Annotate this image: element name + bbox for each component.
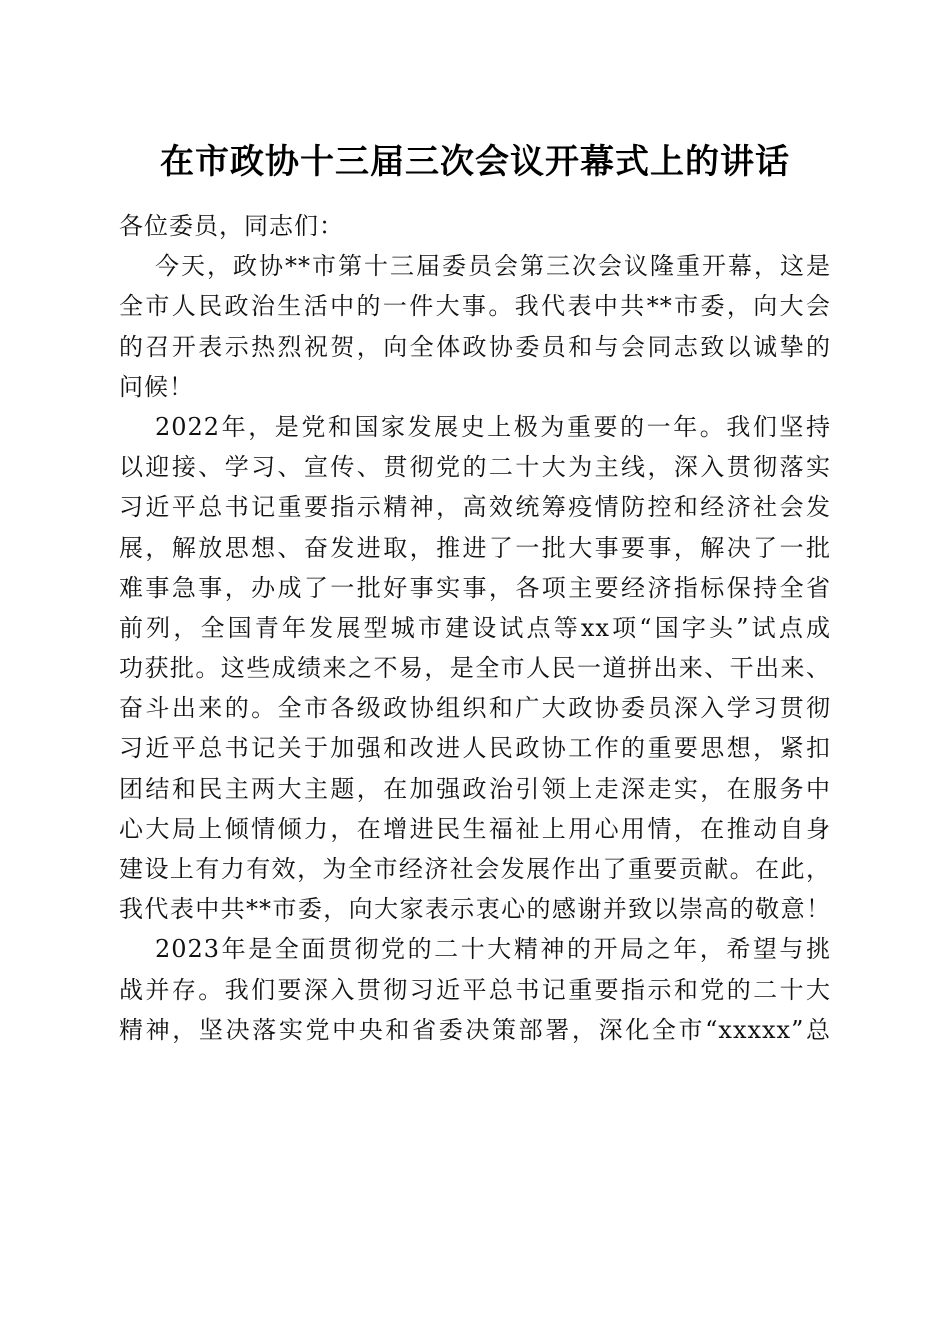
body-line: 各位委员，同志们：: [119, 212, 344, 240]
body-line: 的召开表示热烈祝贺，向全体政协委员和与会同志致以诚挚的: [119, 332, 831, 361]
body-line: 习近平总书记重要指示精神，高效统筹疫情防控和经济社会发: [119, 493, 831, 522]
body-line: 功获批。这些成绩来之不易，是全市人民一道拼出来、干出来、: [119, 654, 831, 683]
body-line: 全市人民政治生活中的一件大事。我代表中共**市委，向大会: [119, 292, 831, 321]
body-line: 2023年是全面贯彻党的二十大精神的开局之年，希望与挑: [155, 935, 831, 964]
body-line: 难事急事，办成了一批好事实事，各项主要经济指标保持全省: [119, 573, 831, 602]
body-line: 问候！: [119, 372, 194, 401]
body-line: 建设上有力有效，为全市经济社会发展作出了重要贡献。在此，: [119, 855, 831, 883]
body-line: 前列，全国青年发展型城市建设试点等xx项“国字头”试点成: [119, 613, 831, 642]
body-line: 精神，坚决落实党中央和省委决策部署，深化全市“xxxxx”总: [119, 1015, 831, 1044]
body-line: 战并存。我们要深入贯彻习近平总书记重要指示和党的二十大: [119, 975, 831, 1004]
document-body: [119, 206, 831, 1050]
body-line: 2022年，是党和国家发展史上极为重要的一年。我们坚持: [155, 412, 831, 441]
body-line: 我代表中共**市委，向大家表示衷心的感谢并致以崇高的敬意！: [119, 895, 831, 924]
body-line: 展，解放思想、奋发进取，推进了一批大事要事，解决了一批: [119, 533, 831, 562]
body-line: 以迎接、学习、宣传、贯彻党的二十大为主线，深入贯彻落实: [119, 453, 831, 482]
body-line: 奋斗出来的。全市各级政协组织和广大政协委员深入学习贯彻: [119, 694, 831, 723]
body-line: 今天，政协**市第十三届委员会第三次会议隆重开幕，这是: [155, 252, 831, 281]
body-line: 习近平总书记关于加强和改进人民政协工作的重要思想，紧扣: [119, 734, 831, 763]
body-line: 心大局上倾情倾力，在增进民生福祉上用心用情，在推动自身: [119, 814, 831, 843]
document-title: 在市政协十三届三次会议开幕式上的讲话: [160, 142, 790, 182]
body-line: 团结和民主两大主题，在加强政治引领上走深走实，在服务中: [119, 774, 831, 803]
